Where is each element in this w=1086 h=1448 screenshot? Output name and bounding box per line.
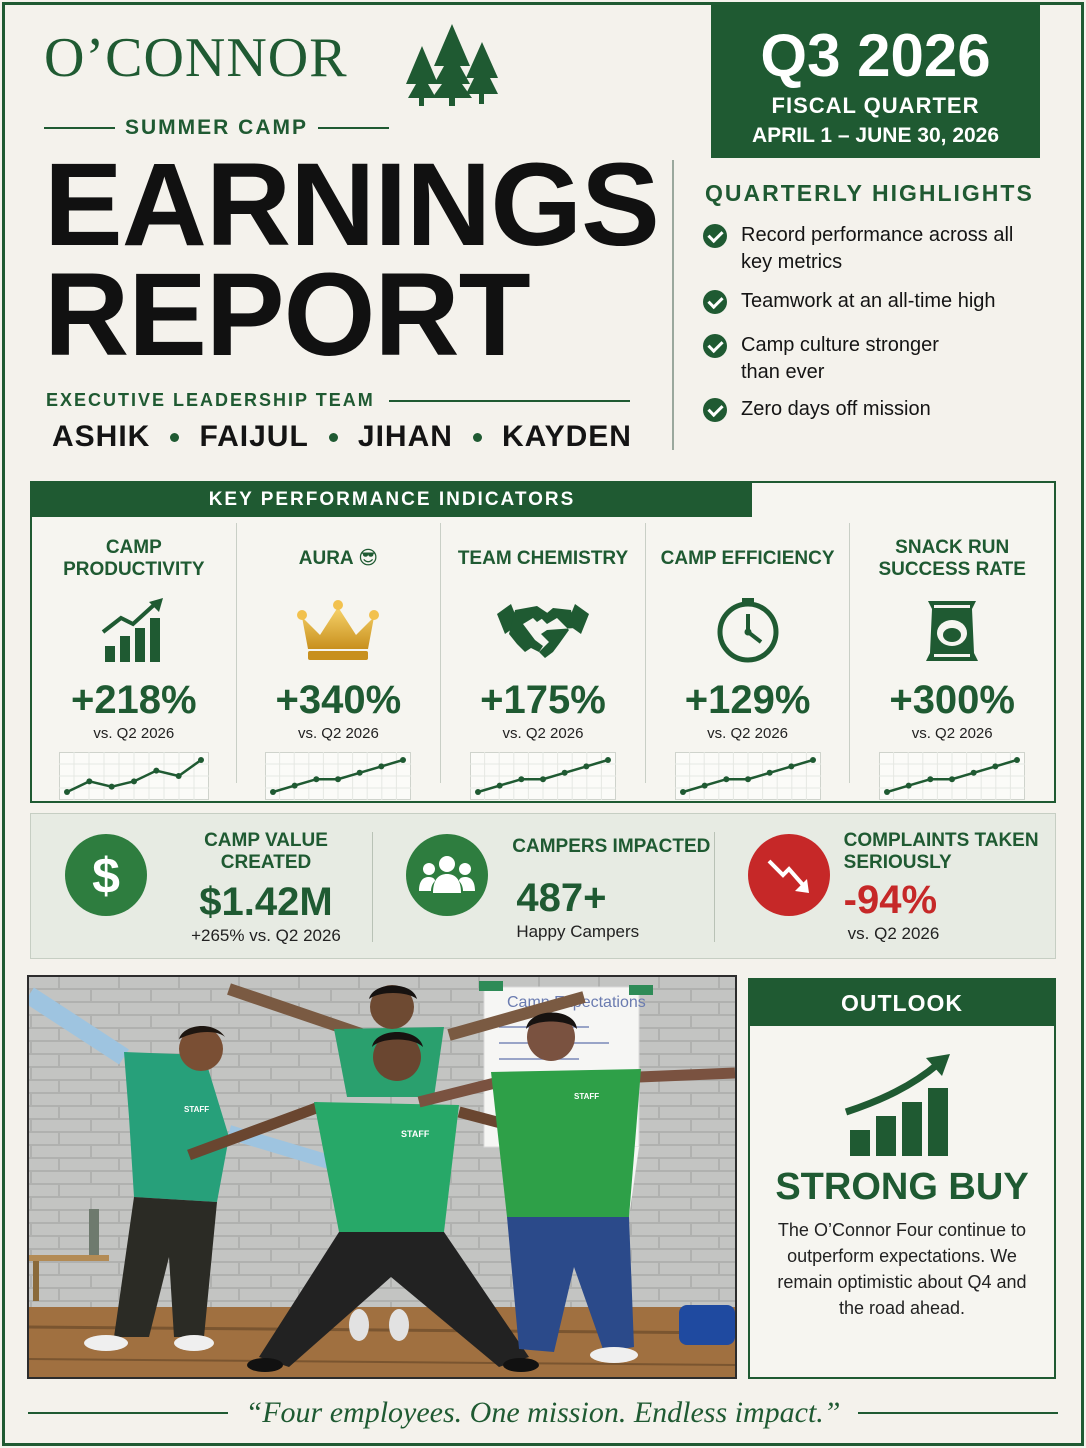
kpi-value: +175% [480, 678, 606, 722]
outlook-text: The O’Connor Four continue to outperform expectations. We remain optimistic about Q4 and the road ahead. [777, 1220, 1027, 1318]
shirt-text: STAFF [574, 1092, 600, 1101]
separator-dot [329, 433, 338, 442]
vertical-divider [672, 160, 674, 450]
sparkline-point [680, 789, 686, 795]
summary-card [372, 814, 713, 958]
kpi-comparison: vs. Q2 2026 [502, 725, 584, 742]
shirt-text: STAFF [184, 1105, 210, 1114]
brand-subtitle-text: SUMMER CAMP [125, 116, 308, 139]
sparkline-chart [470, 752, 616, 800]
summary-text [506, 836, 716, 942]
kpi-card [32, 523, 237, 783]
outlook-header: OUTLOOK [750, 980, 1054, 1026]
kpi-icon-wrap [646, 591, 850, 671]
sparkline-point [64, 789, 70, 795]
sparkline-point [270, 789, 276, 795]
sparkline-point [928, 776, 934, 782]
sparkline-chart [59, 752, 209, 800]
quarter-dates: APRIL 1 – JUNE 30, 2026 [751, 124, 1000, 147]
crown-icon [296, 599, 380, 663]
divider [318, 127, 389, 129]
highlight-text: Zero days off mission [741, 398, 931, 420]
outlook-rating: STRONG BUY [775, 1166, 1029, 1208]
outlook-panel [748, 978, 1056, 1379]
dollar-icon [83, 847, 129, 903]
growth-chart-icon [842, 1050, 962, 1160]
highlight-text: Camp culture stronger than ever [741, 334, 939, 383]
leadership-label-text: EXECUTIVE LEADERSHIP TEAM [46, 390, 375, 410]
kpi-value: +340% [275, 678, 402, 722]
sparkline-point [335, 776, 341, 782]
highlight-text: Teamwork at an all-time high [741, 290, 996, 312]
kpi-card [646, 523, 851, 783]
kpi-comparison: vs. Q2 2026 [93, 725, 175, 742]
people-icon [419, 855, 475, 895]
sparkline-point [583, 763, 589, 769]
sparkline-point [949, 776, 955, 782]
summary-icon-circle [406, 834, 488, 916]
kpi-icon-wrap [441, 591, 645, 671]
summary-icon-circle [65, 834, 147, 916]
footer-quote: “Four employees. One mission. Endless impact.” [245, 1396, 841, 1429]
kpi-label: SNACK RUN SUCCESS RATE [878, 537, 1026, 580]
summary-strip [30, 813, 1056, 959]
sparkline-point [788, 763, 794, 769]
brand-name: O’CONNOR [44, 27, 348, 89]
leader-name: FAIJUL [199, 420, 309, 453]
sparkline-point [605, 757, 611, 763]
kpi-card [441, 523, 646, 783]
leadership-label [46, 390, 630, 411]
separator-dot [473, 433, 482, 442]
sparkline-point [1014, 757, 1020, 763]
sparkline-point [562, 770, 568, 776]
highlight-item [703, 288, 1063, 315]
divider [28, 1412, 228, 1414]
highlight-item [703, 396, 1063, 423]
sparkline-point [884, 789, 890, 795]
sparkline-point [745, 776, 751, 782]
trend-down-icon [765, 851, 813, 899]
highlights-list [703, 222, 1063, 423]
brand-subtitle [44, 116, 389, 140]
divider [389, 400, 630, 402]
page-title-line1: EARNINGS [44, 139, 659, 271]
sparkline-point [766, 770, 772, 776]
summary-subtext: +265% vs. Q2 2026 [191, 926, 341, 945]
sparkline-point [86, 778, 92, 784]
pine-trees-icon [404, 22, 500, 108]
summary-label: CAMP VALUE CREATED [204, 830, 328, 873]
brand-logo [44, 27, 504, 139]
team-photo-illustration [29, 977, 735, 1377]
highlight-text: Record performance across all key metrics [741, 224, 1014, 273]
summary-text [844, 830, 1054, 944]
highlight-item [703, 332, 1063, 386]
kpi-label: CAMP PRODUCTIVITY [63, 537, 205, 580]
sparkline-point [497, 783, 503, 789]
bar-chart-up-icon [99, 596, 169, 666]
kpi-card [850, 523, 1054, 783]
highlight-item [703, 222, 1063, 276]
sparkline-chart [675, 752, 821, 800]
sparkline-point [971, 770, 977, 776]
summary-subtext: vs. Q2 2026 [847, 924, 940, 943]
checkmark-icon [703, 398, 727, 422]
sparkline-chart [879, 752, 1025, 800]
kpi-comparison: vs. Q2 2026 [707, 725, 789, 742]
sparkline-point [475, 789, 481, 795]
summary-value: 487+ [516, 876, 607, 920]
clock-icon [711, 598, 785, 664]
kpi-header: KEY PERFORMANCE INDICATORS [32, 483, 752, 517]
sparkline-point [153, 768, 159, 774]
checkmark-icon [703, 290, 727, 314]
kpi-label: TEAM CHEMISTRY [457, 548, 629, 569]
divider [44, 127, 115, 129]
summary-label: COMPLAINTS TAKEN SERIOUSLY [843, 830, 1039, 873]
kpi-row [32, 523, 1054, 783]
svg-text:$: $ [92, 848, 120, 903]
snack-bag-icon [924, 597, 980, 665]
page-title [44, 139, 659, 381]
whiteboard-title: Camp Expectations [507, 994, 646, 1011]
handshake-icon [497, 600, 589, 662]
kpi-icon-wrap [237, 591, 441, 671]
leader-name: KAYDEN [502, 420, 632, 453]
sparkline-point [701, 783, 707, 789]
kpi-label: CAMP EFFICIENCY [660, 548, 835, 569]
kpi-value: +129% [684, 678, 811, 722]
kpi-value: +218% [70, 678, 197, 722]
quarter-box [711, 3, 1040, 158]
summary-card [714, 814, 1055, 958]
page-title-line2: REPORT [44, 249, 530, 381]
kpi-icon-wrap [850, 591, 1054, 671]
sparkline-point [314, 776, 320, 782]
quarter-label: FISCAL QUARTER [771, 93, 980, 118]
sparkline-point [723, 776, 729, 782]
summary-card [31, 814, 372, 958]
leadership-names [52, 420, 632, 454]
leader-name: JIHAN [357, 420, 453, 453]
divider [858, 1412, 1058, 1414]
summary-text [161, 830, 371, 946]
summary-label: CAMPERS IMPACTED [512, 836, 711, 857]
sparkline-point [400, 757, 406, 763]
checkmark-icon [703, 224, 727, 248]
sparkline-point [292, 783, 298, 789]
sparkline-point [108, 784, 114, 790]
sparkline-point [518, 776, 524, 782]
highlights-title: QUARTERLY HIGHLIGHTS [705, 180, 1034, 206]
sparkline-point [198, 757, 204, 763]
checkmark-icon [703, 334, 727, 358]
kpi-panel [30, 481, 1056, 803]
separator-dot [170, 433, 179, 442]
sparkline-point [906, 783, 912, 789]
sparkline-point [175, 773, 181, 779]
kpi-value: +300% [889, 678, 1015, 722]
leader-name: ASHIK [52, 420, 151, 453]
kpi-icon-wrap [32, 591, 236, 671]
quarter-title: Q3 2026 [760, 22, 991, 89]
summary-value: $1.42M [199, 880, 333, 924]
sparkline-point [357, 770, 363, 776]
kpi-label: AURA 😎 [298, 548, 379, 569]
kpi-comparison: vs. Q2 2026 [297, 725, 379, 742]
sparkline-point [540, 776, 546, 782]
sparkline-point [379, 763, 385, 769]
sparkline-chart [265, 752, 411, 800]
team-photo [27, 975, 737, 1379]
summary-icon-circle [748, 834, 830, 916]
sparkline-point [810, 757, 816, 763]
kpi-card [237, 523, 442, 783]
shirt-text: STAFF [401, 1129, 430, 1139]
footer [28, 1396, 1058, 1430]
kpi-comparison: vs. Q2 2026 [911, 725, 993, 742]
summary-value: -94% [843, 878, 938, 922]
sparkline-point [993, 763, 999, 769]
summary-subtext: Happy Campers [516, 922, 640, 941]
sparkline-point [131, 778, 137, 784]
